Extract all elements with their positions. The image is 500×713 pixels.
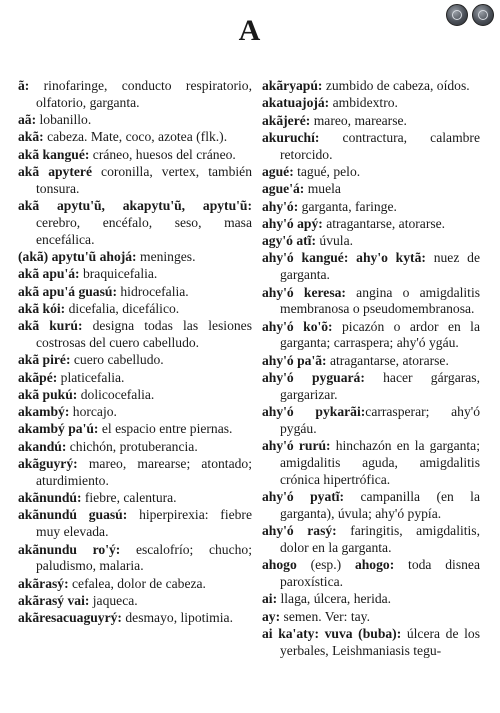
entry-headword: akãnundu ro'ý: <box>18 541 121 557</box>
dictionary-entry <box>262 285 480 319</box>
entry-headword: akãresacuaguyrý: <box>18 610 122 626</box>
entry-headword: akã apytu'ũ, akapytu'ũ, apytu'ũ: <box>18 198 252 214</box>
left-column <box>18 78 252 628</box>
entry-headword: ahy'ó pa'ã: <box>262 352 327 368</box>
entry-definition: hiperpirexia: fiebre muy elevada. <box>36 507 252 540</box>
entry-definition: (esp.) <box>296 557 355 573</box>
entry-definition: úlcera de los yerbales, Leishmaniasis tegu- <box>280 626 480 658</box>
entry-definition: designa todas las lesiones costrosas del cuero cabelludo. <box>36 318 252 350</box>
dictionary-entry <box>262 95 480 112</box>
entry-headword: akãryapú: <box>262 78 323 93</box>
entry-headword: ahy'ó pyatĩ: <box>262 489 345 505</box>
entry-headword: ahy'ó keresa: <box>262 284 346 300</box>
dictionary-entry <box>18 249 252 266</box>
entry-definition: atragantarse, atorarse. <box>326 352 449 368</box>
entry-headword: akã pukú: <box>18 386 78 402</box>
dictionary-entry <box>262 489 480 523</box>
entry-headword: ai ka'aty: vuva (buba): <box>262 626 402 641</box>
entry-headword: akãnundú guasú: <box>18 507 128 523</box>
entry-headword: akã piré: <box>18 352 71 368</box>
entry-headword: akã: <box>18 129 44 145</box>
dictionary-entry <box>262 216 480 233</box>
dictionary-entry <box>18 266 252 283</box>
entry-headword: akã apu'á: <box>18 266 80 282</box>
dictionary-entry <box>18 439 252 456</box>
entry-definition: semen. Ver: tay. <box>280 608 370 624</box>
entry-definition: el espacio entre piernas. <box>98 421 233 437</box>
entry-definition: dicefalia, dicefálico. <box>65 300 180 316</box>
dictionary-entry <box>262 113 480 130</box>
dictionary-entry <box>18 593 252 610</box>
dictionary-entry <box>18 78 252 112</box>
entry-definition: mareo, marearse. <box>310 112 407 128</box>
entry-definition: desmayo, lipotimia. <box>121 610 233 626</box>
entry-headword: akã kangué: <box>18 146 90 162</box>
entry-definition: hinchazón en la garganta; amigdalitis aguda, amigdalitis crónica hipertrófica. <box>280 438 480 487</box>
entry-definition: rinofaringe, conducto respiratorio, olfatorio, garganta. <box>29 78 252 110</box>
entry-definition: cerebro, encéfalo, seso, masa encefálica. <box>36 214 252 247</box>
entry-headword: akandú: <box>18 438 67 454</box>
dictionary-entry <box>262 319 480 353</box>
entry-headword: ay: <box>262 608 281 624</box>
entry-definition: llaga, úlcera, herida. <box>277 591 392 607</box>
entry-headword: akatuajojá: <box>262 95 330 111</box>
dictionary-entry <box>18 164 252 198</box>
entry-definition: horcajo. <box>69 404 117 420</box>
dictionary-entry <box>18 198 252 248</box>
dictionary-entry <box>18 387 252 404</box>
entry-definition: escalofrío; chucho; paludismo, malaria. <box>36 541 252 574</box>
dictionary-entry <box>18 490 252 507</box>
entry-definition: tagué, pelo. <box>293 163 361 179</box>
entry-definition: contractura, calambre retorcido. <box>280 129 480 162</box>
entry-definition: zumbido de cabeza, oídos. <box>322 78 470 93</box>
entry-definition: angina o amigdalitis membranosa o pseudomembranosa. <box>280 284 481 317</box>
entry-headword: akã apu'á guasú: <box>18 283 117 299</box>
entry-definition: fiebre, calentura. <box>81 490 177 506</box>
entry-headword: akuruchí: <box>262 129 320 145</box>
entry-headword: aã: <box>18 112 37 128</box>
dictionary-entry <box>262 199 480 216</box>
dictionary-entry <box>262 130 480 164</box>
entry-definition: hidrocefalia. <box>116 283 189 299</box>
entry-headword: ahy'ó rasý: <box>262 523 337 539</box>
section-letter: A <box>238 14 262 47</box>
entry-headword: ai: <box>262 591 278 607</box>
dictionary-entry <box>262 164 480 181</box>
entry-headword: ahy'ó apý: <box>262 215 323 231</box>
entry-definition: coronilla, vertex, también tonsura. <box>36 163 252 196</box>
entry-headword: ahy'ó kangué: ahy'o kytã: <box>262 250 426 266</box>
entry-definition: cráneo, huesos del cráneo. <box>89 146 236 162</box>
dictionary-entry <box>18 404 252 421</box>
entry-headword: (akã) apytu'ũ ahojá: <box>18 248 137 264</box>
entry-headword: akã kurú: <box>18 318 83 334</box>
entry-headword: akã kói: <box>18 300 66 316</box>
entry-definition: jaqueca. <box>89 592 138 608</box>
dictionary-entry <box>18 456 252 490</box>
dictionary-entry <box>18 507 252 541</box>
entry-definition: carrasperar; ahy'ó pygáu. <box>280 404 480 436</box>
dictionary-entry <box>18 370 252 387</box>
entry-headword: akãrasý: <box>18 575 69 591</box>
entry-headword: ahy'ó: <box>262 198 299 214</box>
entry-headword: akãnundú: <box>18 490 82 506</box>
entry-headword: akãjeré: <box>262 112 311 128</box>
entry-definition: atragantarse, atorarse. <box>322 215 446 231</box>
entry-definition: picazón o ardor en la garganta; carraspera; ahy'ó ygáu. <box>280 318 480 351</box>
entry-definition: úvula. <box>316 233 353 249</box>
entry-headword: ahy'ó ko'õ: <box>262 318 333 334</box>
entry-definition: dolicocefalia. <box>77 386 155 402</box>
entry-headword: ahy'ó pykarãi: <box>262 404 366 420</box>
entry-definition: meninges. <box>136 248 196 264</box>
entry-definition: toda disnea paroxística. <box>280 557 480 590</box>
dictionary-entry <box>262 591 480 608</box>
dictionary-entry <box>18 147 252 164</box>
entry-headword: ahogo: <box>354 557 395 573</box>
dictionary-entry <box>18 301 252 318</box>
dictionary-entry <box>18 610 252 627</box>
dictionary-entry <box>262 250 480 284</box>
dictionary-entry <box>262 353 480 370</box>
dictionary-entry <box>18 284 252 301</box>
entry-headword: ã: <box>18 78 30 93</box>
entry-definition: platicefalia. <box>57 369 125 385</box>
entry-headword: akã apyteré <box>18 163 92 179</box>
entry-headword: agué: <box>262 163 294 179</box>
dictionary-entry <box>262 523 480 557</box>
right-column <box>262 78 480 660</box>
dictionary-entry <box>18 112 252 129</box>
entry-definition: muela <box>304 181 341 197</box>
dictionary-entry <box>262 404 480 438</box>
dictionary-entry <box>18 542 252 576</box>
dictionary-entry <box>262 609 480 626</box>
dictionary-entry <box>262 626 480 660</box>
dictionary-entry <box>18 576 252 593</box>
entry-headword: agy'ó atĩ: <box>262 233 316 249</box>
entry-definition: cefalea, dolor de cabeza. <box>68 575 206 591</box>
entry-headword: akãguyrý: <box>18 456 78 472</box>
entry-definition: cuero cabelludo. <box>70 352 164 368</box>
entry-definition: cabeza. Mate, coco, azotea (flk.). <box>43 129 228 145</box>
dictionary-entry <box>18 352 252 369</box>
dictionary-entry <box>262 438 480 488</box>
entry-headword: akambý pa'ú: <box>18 421 99 437</box>
dictionary-entry <box>262 233 480 250</box>
entry-headword: akambý: <box>18 404 70 420</box>
entry-headword: ahy'ó rurú: <box>262 438 331 454</box>
dictionary-entry <box>262 181 480 198</box>
entry-definition: braquicefalia. <box>79 266 158 282</box>
entry-headword: ahy'ó pyguará: <box>262 370 365 386</box>
entry-definition: faringitis, amigdalitis, dolor en la garganta. <box>280 523 480 556</box>
dictionary-entry <box>262 78 480 95</box>
entry-definition: chichón, protuberancia. <box>66 438 198 454</box>
entry-definition: ambidextro. <box>329 95 398 111</box>
dictionary-entry <box>18 318 252 352</box>
entry-definition: hacer gárgaras, gargarizar. <box>280 370 480 402</box>
entry-headword: akãpé: <box>18 369 58 385</box>
dictionary-entry <box>18 421 252 438</box>
entry-definition: mareo, marearse; atontado; aturdimiento. <box>36 456 252 488</box>
entry-headword: ague'á: <box>262 181 305 197</box>
entry-definition: lobanillo. <box>36 112 92 128</box>
dictionary-entry <box>262 557 480 591</box>
entry-definition: garganta, faringe. <box>298 198 397 214</box>
entry-definition: campanilla (en la garganta), úvula; ahy'ó pypía. <box>280 489 480 521</box>
dictionary-entry <box>262 370 480 404</box>
entry-headword: ahogo <box>262 557 297 573</box>
entry-headword: akãrasý vai: <box>18 592 90 608</box>
dictionary-entry <box>18 129 252 146</box>
entry-definition: nuez de garganta. <box>280 250 480 283</box>
